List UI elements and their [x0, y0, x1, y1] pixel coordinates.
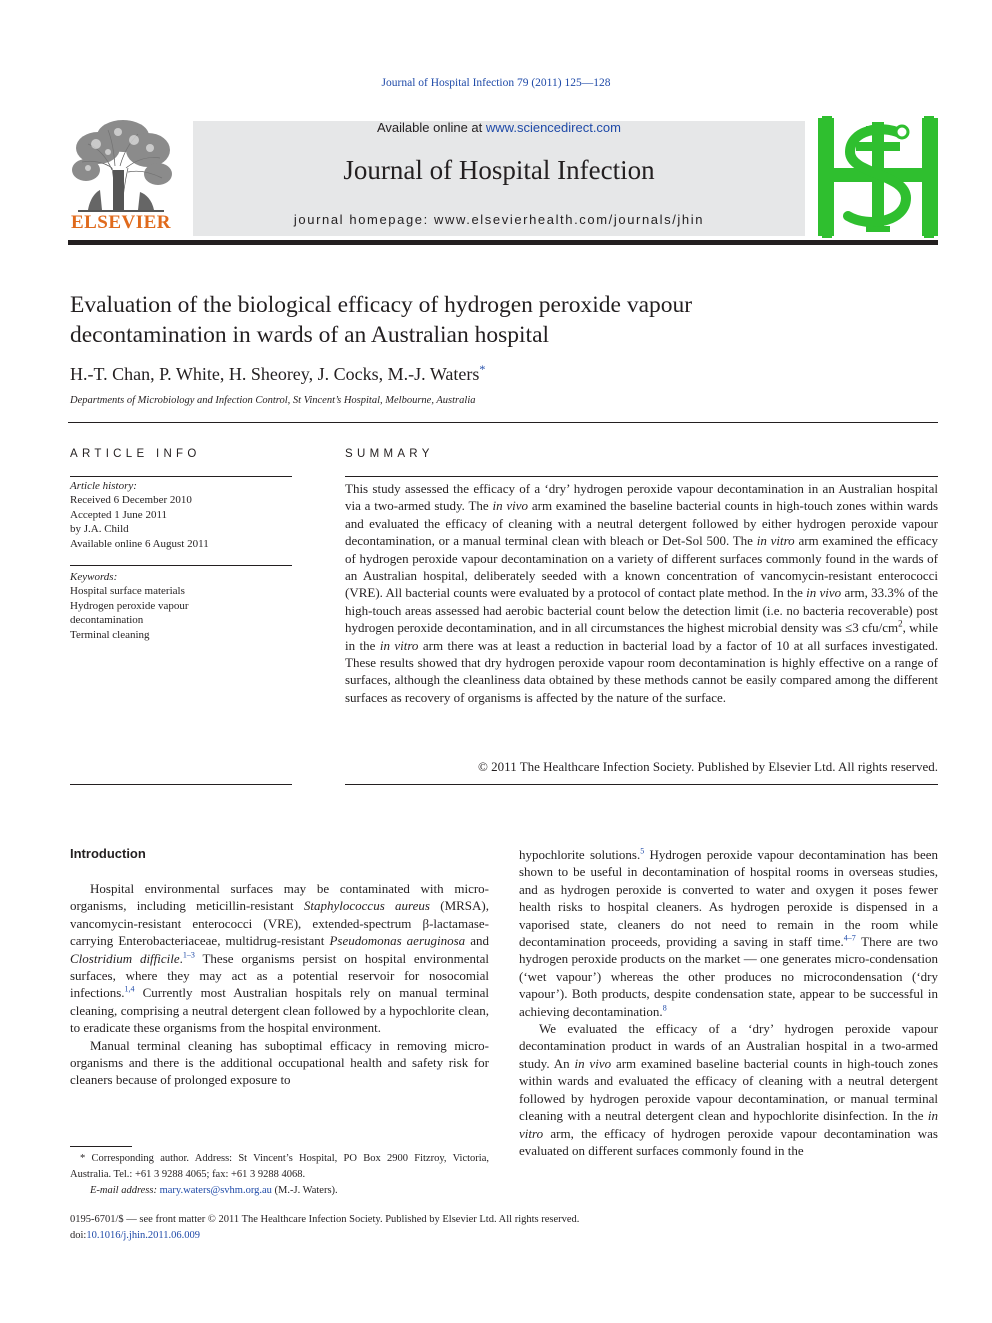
summary-rule	[345, 476, 938, 477]
available-prefix: Available online at	[376, 120, 486, 135]
keyword-item: decontamination	[70, 614, 144, 627]
reference-link[interactable]: 8	[662, 1003, 667, 1013]
article-info-rule	[70, 476, 292, 477]
summary-segment: , while in the	[345, 620, 938, 653]
reference-link[interactable]: 5	[640, 846, 645, 856]
text-segment: arm, the efficacy of hydrogen peroxide vapour decontamination was evaluated on different surfaces commonly found in the	[519, 1125, 938, 1158]
text-segment: We evaluated the efficacy of a ‘dry’ hydrogen peroxide vapour decontamination product in wards of an Australian hospital in a two-armed study. An	[519, 1021, 938, 1071]
summary-text	[345, 480, 938, 706]
intro-paragraph-3	[519, 846, 938, 1020]
article-history	[70, 479, 292, 551]
reference-link[interactable]: 1–3	[182, 950, 195, 960]
summary-segment: arm, 33.3% of the high-touch areas assessed had aerobic bacterial count below the detection limit (i.e. no bacteria recoverable) post hydrogen peroxide decontamination, and in all circumstances the highest microbial density was ≤3 cfu/cm	[345, 585, 938, 636]
summary-italic: in vivo	[806, 585, 842, 601]
intro-paragraph-4	[519, 1020, 938, 1159]
intro-paragraph-2: Manual terminal cleaning has suboptimal efficacy in removing micro-organisms and there is the additional occupational health and safety risk for cleaners because of prolonged exposure to	[70, 1037, 489, 1088]
italic-term: in vivo	[574, 1055, 612, 1071]
text-segment: hypochlorite solutions.	[519, 847, 641, 862]
hs-serpent-logo-icon	[818, 116, 938, 238]
reference-link[interactable]: 1,4	[124, 985, 135, 995]
text-segment: arm examined baseline bacterial counts in high-touch zones within wards and evaluated the efficacy of cleaning with a neutral detergent followed by hydrogen peroxide vapour decontamination, or manual terminal cleaning with a neutral detergent clean and hypochlorite disinfection. In the	[519, 1055, 939, 1124]
introduction-heading: Introduction	[70, 846, 146, 861]
footnote-email-line	[70, 1183, 489, 1199]
species-name: Clostridium difficile	[70, 950, 180, 966]
footnote-text: Corresponding author. Address: St Vincent’s Hospital, PO Box 2900 Fitzroy, Victoria, Australia. Tel.: +61 3 9288 4065; fax: +61 3 9288 4068.	[70, 1153, 489, 1180]
text-segment: There are two hydrogen peroxide products on the market — one generates micro-condensation (‘wet vapour’) whereas the other produces no microcondensation (‘dry vapour’). Both products, despite condensation state, appear to be successful in achieving decontamination.	[519, 934, 938, 1019]
intro-right-column	[519, 846, 938, 1159]
email-link[interactable]: mary.waters@svhm.org.au	[159, 1185, 272, 1196]
page-footer	[70, 1212, 579, 1244]
article-title: Evaluation of the biological efficacy of hydrogen peroxide vapour decontamination in wards of an Australian hospital	[70, 292, 693, 348]
summary-segment: This study assessed the efficacy of a ‘dry’ hydrogen peroxide vapour decontamination in an Australian hospital via a two-armed study. The	[345, 481, 938, 514]
history-received: Received 6 December 2010	[70, 494, 192, 507]
doi-link[interactable]: 10.1016/j.jhin.2011.06.009	[86, 1230, 200, 1241]
journal-title: Journal of Hospital Infection	[343, 155, 655, 185]
article-info-bottom-rule	[70, 784, 292, 785]
keyword-item: Hydrogen peroxide vapour	[70, 599, 189, 612]
keyword-item: Hospital surface materials	[70, 585, 185, 598]
intro-left-column	[70, 880, 489, 1089]
affiliation: Departments of Microbiology and Infection Control, St Vincent’s Hospital, Melbourne, Australia	[70, 395, 476, 406]
text-segment: Hospital environmental surfaces may be contaminated with micro-organisms, including meticillin-resistant	[70, 881, 489, 914]
footnote-address	[70, 1151, 489, 1183]
publisher-logo-text: ELSEVIER	[70, 212, 172, 233]
text-segment: (MRSA), vancomycin-resistant enterococci (VRE), extended-spectrum β-lactamase-carrying Enterobacteriaceae, multidrug-resistant	[70, 898, 489, 949]
history-label: Article history:	[70, 480, 137, 492]
species-name: Staphylococcus aureus	[303, 898, 430, 914]
text-segment: These organisms persist on hospital environmental surfaces, where they may act as a potential reservoir for nosocomial infections.	[70, 950, 489, 1001]
keyword-item: Terminal cleaning	[70, 628, 150, 641]
keywords	[70, 570, 292, 642]
corresponding-author-mark[interactable]: *	[479, 362, 486, 376]
footnote-rule	[70, 1146, 132, 1147]
summary-italic: in vitro	[756, 533, 795, 549]
text-segment: Hydrogen peroxide vapour decontamination has been shown to be useful in decontamination of hospital rooms in overseas studies, and as hydrogen peroxide is converted to water and oxygen it poses fewer health risks to hospital cleaners. As hydrogen peroxide is dispensed in a vaporised state, cleaners do not need to remain in the room while decontamination proceeds, providing a saving in staff time.	[519, 847, 938, 950]
history-online: Available online 6 August 2011	[70, 537, 209, 550]
keywords-label: Keywords:	[70, 571, 118, 583]
summary-heading: SUMMARY	[345, 448, 434, 460]
email-label: E-mail address:	[90, 1185, 160, 1196]
available-online	[193, 120, 805, 135]
journal-citation[interactable]: Journal of Hospital Infection 79 (2011) 125—128	[381, 77, 611, 89]
summary-italic: in vivo	[492, 498, 529, 514]
footnote-mark: *	[80, 1153, 86, 1164]
title-rule	[68, 422, 938, 423]
history-rule	[70, 565, 292, 566]
history-editor: by J.A. Child	[70, 523, 129, 536]
author-names: H.-T. Chan, P. White, H. Sheorey, J. Cocks, M.-J. Waters	[70, 364, 480, 384]
header-rule	[68, 240, 938, 245]
text-segment: Currently most Australian hospitals rely on manual terminal cleaning, comprising a neutral detergent clean followed by a hypochlorite clean, to eradicate these organisms from the hospital environment.	[70, 985, 489, 1036]
summary-superscript: 2	[898, 618, 903, 629]
journal-homepage: journal homepage: www.elsevierhealth.com/journals/jhin	[293, 212, 705, 227]
summary-copyright: © 2011 The Healthcare Infection Society. Published by Elsevier Ltd. All rights reserved.	[478, 759, 938, 774]
history-accepted: Accepted 1 June 2011	[70, 508, 168, 521]
email-suffix: (M.-J. Waters).	[271, 1185, 338, 1196]
doi-line	[70, 1228, 579, 1244]
summary-segment: arm there was at least a reduction in bacterial load by a factor of 10 at all surfaces investigated. These results showed that dry hydrogen peroxide vapour room decontamination is highly effective on a range of surfaces, although the cleanliness data obtained by these methods cannot be easily compared among the different surfaces as recovery of organisms is affected by the nature of the surface.	[345, 637, 938, 705]
reference-link[interactable]: 4–7	[843, 933, 856, 943]
species-name: Pseudomonas aeruginosa	[329, 933, 466, 949]
summary-segment: arm examined the baseline bacterial counts in high-touch zones within wards and evaluated the efficacy of cleaning with a neutral detergent followed by either hydrogen peroxide vapour decontamination, or a manual terminal clean with bleach or Det-Sol 500. The	[345, 498, 939, 549]
sciencedirect-link[interactable]: www.sciencedirect.com	[485, 120, 621, 135]
front-matter-line: 0195-6701/$ — see front matter © 2011 The Healthcare Infection Society. Published by Elsevier Ltd. All rights reserved.	[70, 1214, 580, 1225]
intro-paragraph-1	[70, 880, 489, 1037]
summary-bottom-rule	[345, 784, 938, 785]
italic-term: in vitro	[519, 1108, 938, 1141]
doi-label: doi:	[70, 1230, 87, 1241]
article-info-heading: ARTICLE INFO	[70, 448, 201, 460]
summary-italic: in vitro	[379, 637, 419, 653]
text-segment: and	[465, 933, 489, 949]
corresponding-author-footnote	[70, 1151, 489, 1199]
text-segment: .	[179, 950, 183, 966]
summary-segment: arm examined the efficacy of hydrogen peroxide vapour decontamination on a variety of different surfaces commonly found in the wards of an Australian hospital, deliberately seeded with a known concentration of vancomycin-resistant enterococci (VRE). All bacterial counts were evaluated by a protocol of contact plate method. In the	[345, 533, 938, 601]
author-list	[70, 364, 485, 385]
